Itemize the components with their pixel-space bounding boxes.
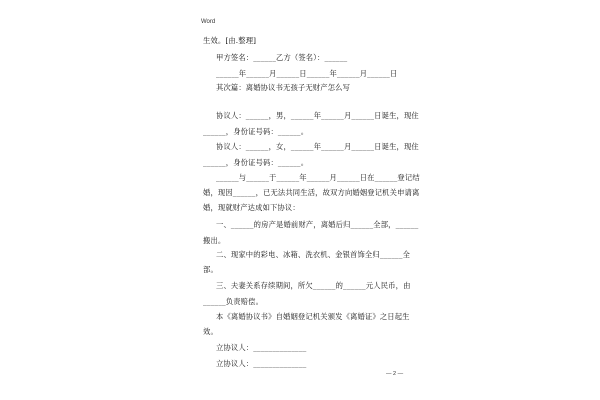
- text-line: 生效。[由.整理]: [203, 36, 257, 45]
- text-line: 本《离婚协议书》自婚姻登记机关颁发《离婚证》之日起生: [216, 312, 410, 321]
- text-line: ______，身份证号码：______。: [203, 127, 309, 136]
- section-heading: 其次篇：离婚协议书无孩子无财产怎么写: [216, 83, 351, 92]
- text-line: 婚，现因______，已无法共同生活，故双方向婚姻登记机关申请离: [203, 188, 420, 197]
- text-line: 协议人：______，女，______年______月______日诞生，现住: [216, 142, 419, 151]
- text-line: 协议人：______，男，______年______月______日诞生，现住: [216, 111, 419, 120]
- text-line: 二、现家中的彩电、冰箱、洗衣机、金银首饰全归______全: [216, 250, 411, 259]
- text-line: ______负责赔偿。: [203, 297, 264, 306]
- page-number: — 2 —: [386, 371, 404, 377]
- text-line: 三、夫妻关系存续期间，所欠______的______元人民币，由: [216, 281, 411, 290]
- text-line: 效。: [203, 327, 218, 336]
- signature-line: 立协议人：______________: [216, 359, 307, 368]
- text-line: ______年______月______日______年______月______日: [216, 69, 398, 78]
- text-line: 婚，现就财产达成如下协议：: [203, 203, 300, 212]
- text-line: ______，身份证号码：______。: [203, 158, 309, 167]
- header-label: Word: [201, 19, 216, 25]
- signature-line: 立协议人：______________: [216, 343, 307, 352]
- text-line: ______与______于______年______月______日在______登记结: [216, 173, 420, 182]
- text-line: 甲方签名：______乙方（签名）：______: [216, 53, 348, 62]
- text-line: 一、______的房产是婚前财产，离婚后归______全部，______: [216, 220, 419, 229]
- text-line: 搬出。: [203, 236, 226, 245]
- text-line: 部。: [203, 265, 218, 274]
